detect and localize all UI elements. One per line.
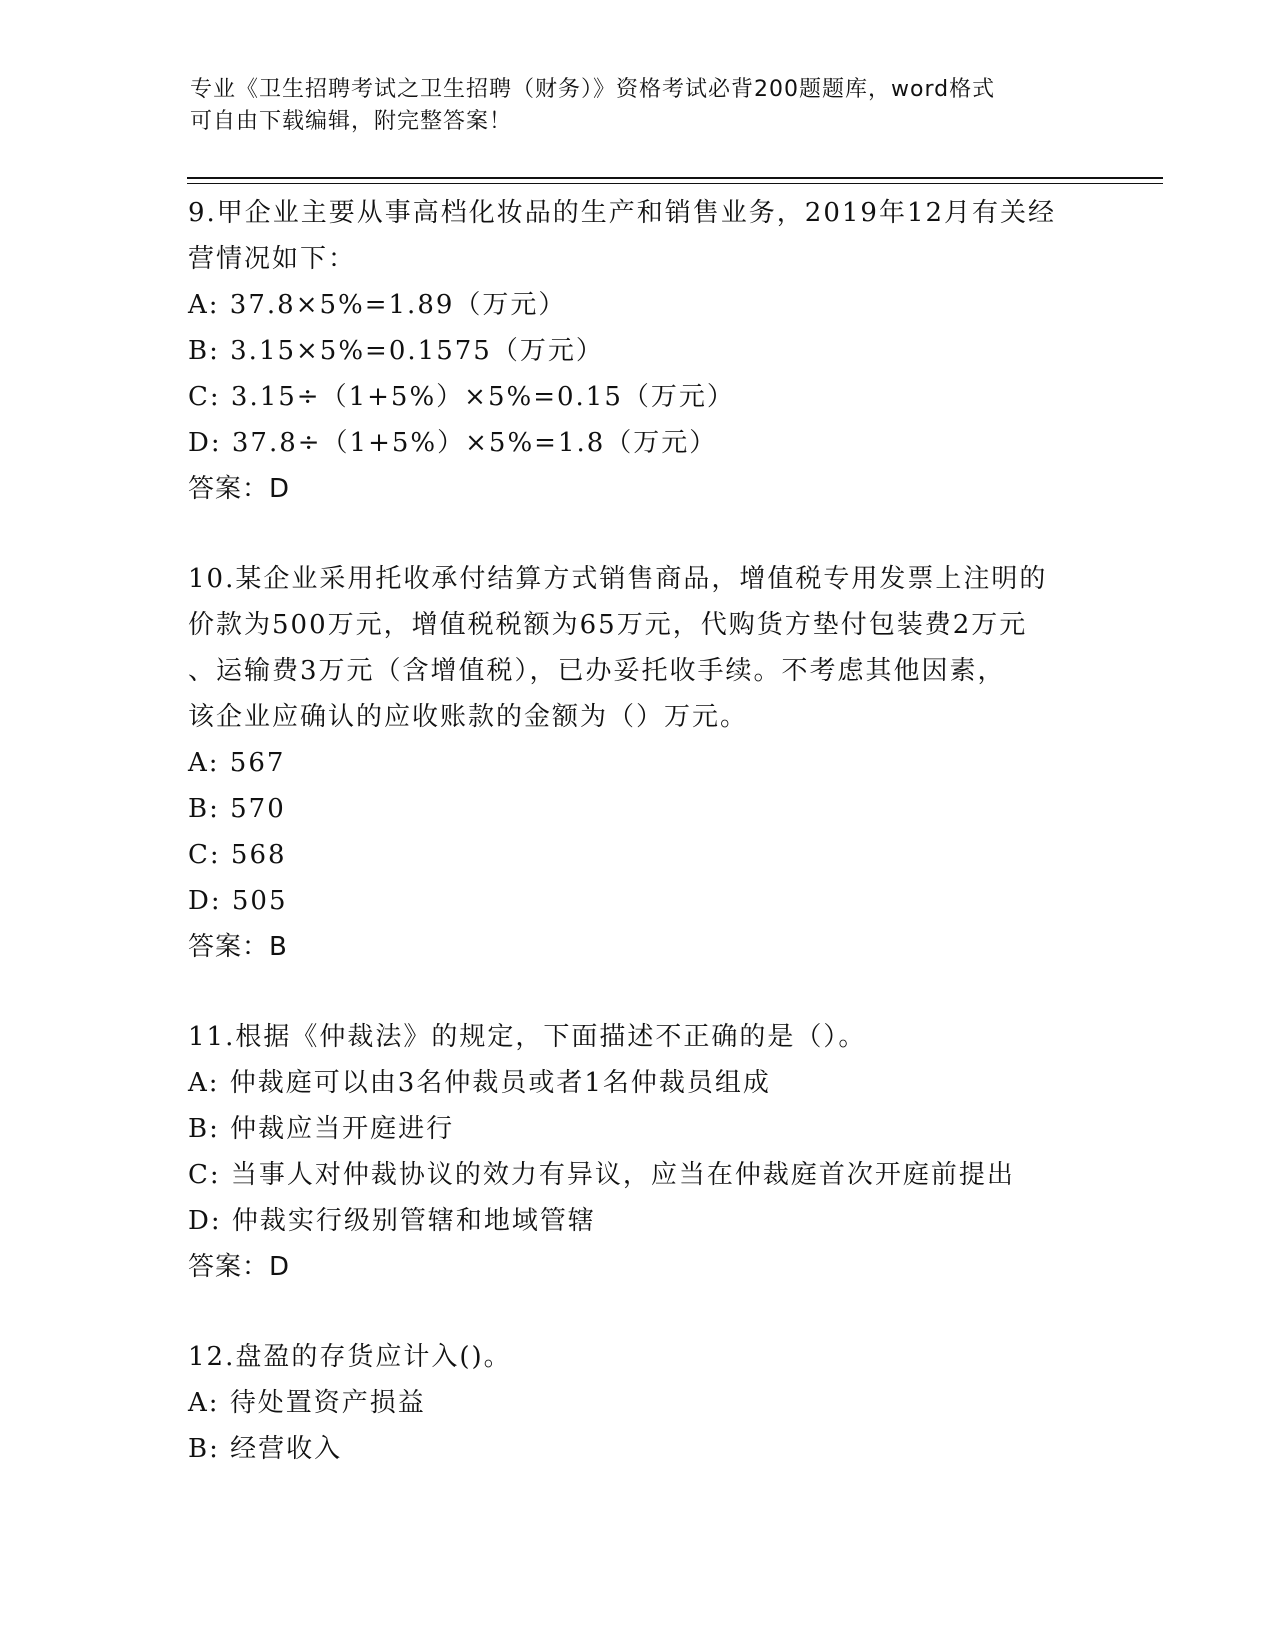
option-d: D: 37.8÷（1+5%）×5%=1.8（万元） xyxy=(188,428,718,458)
question-text-line: 9.甲企业主要从事高档化妆品的生产和销售业务，2019年12月有关经 xyxy=(188,198,1057,228)
option-b: B: 570 xyxy=(188,794,286,824)
question-text-line: 营情况如下： xyxy=(188,244,357,274)
question-11 xyxy=(188,1014,1148,1290)
header-divider-thick xyxy=(187,177,1163,179)
question-10 xyxy=(188,556,1148,970)
header-line-1: 专业《卫生招聘考试之卫生招聘（财务）》资格考试必背200题题库，word格式 xyxy=(190,77,996,102)
option-a: A: 仲裁庭可以由3名仲裁员或者1名仲裁员组成 xyxy=(188,1068,771,1098)
answer: 答案：D xyxy=(188,1252,291,1282)
option-b: B: 经营收入 xyxy=(188,1434,343,1464)
option-b: B: 仲裁应当开庭进行 xyxy=(188,1114,455,1144)
header-line-2: 可自由下载编辑，附完整答案！ xyxy=(190,109,513,134)
option-c: C: 3.15÷（1+5%）×5%=0.15（万元） xyxy=(188,382,735,412)
answer: 答案：B xyxy=(188,932,288,962)
question-text-line: 12.盘盈的存货应计入()。 xyxy=(188,1342,512,1372)
document-header xyxy=(190,74,1090,138)
option-d: D: 仲裁实行级别管辖和地域管辖 xyxy=(188,1206,596,1236)
option-d: D: 505 xyxy=(188,886,288,916)
question-list xyxy=(188,190,1148,1516)
question-9 xyxy=(188,190,1148,512)
question-text-line: 10.某企业采用托收承付结算方式销售商品，增值税专用发票上注明的 xyxy=(188,564,1048,594)
option-b: B: 3.15×5%=0.1575（万元） xyxy=(188,336,604,366)
question-text-line: 该企业应确认的应收账款的金额为（）万元。 xyxy=(188,702,749,732)
question-12 xyxy=(188,1334,1148,1472)
option-c: C: 568 xyxy=(188,840,287,870)
question-text-line: 11.根据《仲裁法》的规定，下面描述不正确的是（）。 xyxy=(188,1022,867,1052)
option-a: A: 待处置资产损益 xyxy=(188,1388,426,1418)
question-text-line: 价款为500万元，增值税税额为65万元，代购货方垫付包装费2万元 xyxy=(188,610,1028,640)
question-text-line: 、运输费3万元（含增值税），已办妥托收手续。不考虑其他因素， xyxy=(188,656,1006,686)
header-divider-thin xyxy=(187,183,1163,184)
option-c: C: 当事人对仲裁协议的效力有异议，应当在仲裁庭首次开庭前提出 xyxy=(188,1160,1015,1190)
option-a: A: 37.8×5%=1.89（万元） xyxy=(188,290,567,320)
answer: 答案：D xyxy=(188,474,291,504)
option-a: A: 567 xyxy=(188,748,286,778)
